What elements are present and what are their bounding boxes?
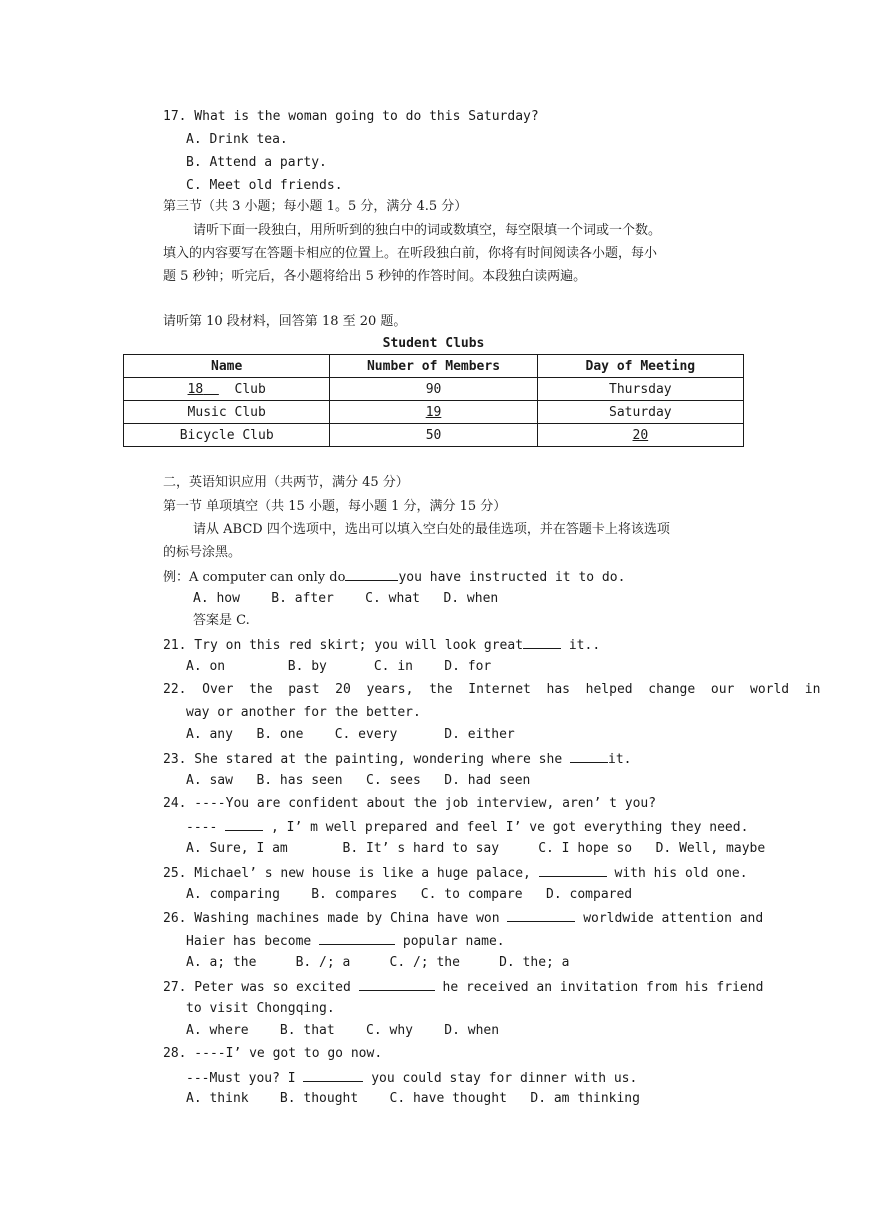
q27-options: A. where B. that C. why D. when: [186, 1023, 500, 1038]
example-stem: 例：A computer can only do you have instructed it to do.: [163, 570, 626, 585]
blank-18: 18: [187, 381, 204, 397]
cell-name: Bicycle Club: [124, 424, 330, 447]
part2-heading: 二，英语知识应用（共两节，满分 45 分）: [163, 475, 409, 490]
q17-stem: 17. What is the woman going to do this Saturday?: [163, 109, 539, 124]
example-answer: 答案是 C.: [193, 613, 250, 628]
table-row: [124, 401, 744, 424]
q17-option-c: C. Meet old friends.: [186, 178, 343, 193]
header-day: Day of Meeting: [537, 355, 743, 378]
q23-stem: 23. She stared at the painting, wondering where she it.: [163, 752, 632, 767]
section3-instruction-1: 请听下面一段独白，用所听到的独白中的词或数填空，每空限填一个词或一个数。: [193, 223, 662, 238]
q24-stem-2: ---- , I’ m well prepared and feel I’ ve got everything they need.: [186, 820, 749, 835]
q25-options: A. comparing B. compares C. to compare D. compared: [186, 887, 633, 902]
q28-stem-1: 28. ----I’ ve got to go now.: [163, 1046, 383, 1061]
header-name: Name: [124, 355, 330, 378]
q27-stem-2: to visit Chongqing.: [186, 1001, 335, 1016]
q26-stem-2: Haier has become popular name.: [186, 934, 505, 949]
section3-instruction-2: 填入的内容要写在答题卡相应的位置上。在听段独白前，你将有时间阅读各小题，每小: [163, 246, 658, 261]
cell-members: 90: [330, 378, 537, 401]
example-options: A. how B. after C. what D. when: [193, 591, 499, 606]
part2-section1-heading: 第一节 单项填空（共 15 小题，每小题 1 分，满分 15 分）: [163, 499, 507, 514]
cell-name: 18 Club: [124, 378, 330, 401]
student-clubs-table: [123, 354, 744, 447]
table-row: [124, 424, 744, 447]
q21-options: A. on B. by C. in D. for: [186, 659, 492, 674]
q17-option-b: B. Attend a party.: [186, 155, 327, 170]
cell-members: 50: [330, 424, 537, 447]
blank-20: 20: [632, 427, 649, 443]
table-title: Student Clubs: [382, 336, 485, 351]
q27-stem-1: 27. Peter was so excited he received an invitation from his friend: [163, 980, 764, 995]
listen-material-10: 请听第 10 段材料，回答第 18 至 20 题。: [163, 314, 407, 329]
q26-options: A. a; the B. /; a C. /; the D. the; a: [186, 955, 570, 970]
section3-heading: 第三节（共 3 小题；每小题 1。5 分，满分 4.5 分）: [163, 199, 468, 214]
section3-instruction-3: 题 5 秒钟；听完后，各小题将给出 5 秒钟的作答时间。本段独白读两遍。: [163, 269, 587, 284]
q24-options: A. Sure, I am B. It’ s hard to say C. I hope so D. Well, maybe: [186, 841, 766, 856]
q17-option-a: A. Drink tea.: [186, 132, 288, 147]
part2-instruction-1: 请从 ABCD 四个选项中，选出可以填入空白处的最佳选项，并在答题卡上将该选项: [193, 522, 670, 537]
table-header-row: [124, 355, 744, 378]
q26-stem-1: 26. Washing machines made by China have won worldwide attention and: [163, 911, 764, 926]
q28-stem-2: ---Must you? I you could stay for dinner with us.: [186, 1071, 638, 1086]
q25-stem: 25. Michael’ s new house is like a huge palace, with his old one.: [163, 866, 748, 881]
header-members: Number of Members: [330, 355, 537, 378]
cell-day: Saturday: [537, 401, 743, 424]
q21-stem: 21. Try on this red skirt; you will look great it..: [163, 638, 601, 653]
q24-stem-1: 24. ----You are confident about the job interview, aren’ t you?: [163, 796, 657, 811]
cell-day: [537, 424, 743, 447]
cell-members: [330, 401, 537, 424]
q23-options: A. saw B. has seen C. sees D. had seen: [186, 773, 531, 788]
table-row: [124, 378, 744, 401]
q22-stem-1: 22. Over the past 20 years, the Internet has helped change our world in: [163, 682, 821, 697]
q22-options: A. any B. one C. every D. either: [186, 727, 515, 742]
part2-instruction-2: 的标号涂黑。: [163, 545, 242, 560]
cell-name: Music Club: [124, 401, 330, 424]
cell-day: Thursday: [537, 378, 743, 401]
q22-stem-2: way or another for the better.: [186, 705, 421, 720]
blank-19: 19: [425, 404, 442, 420]
q28-options: A. think B. thought C. have thought D. am thinking: [186, 1091, 640, 1106]
